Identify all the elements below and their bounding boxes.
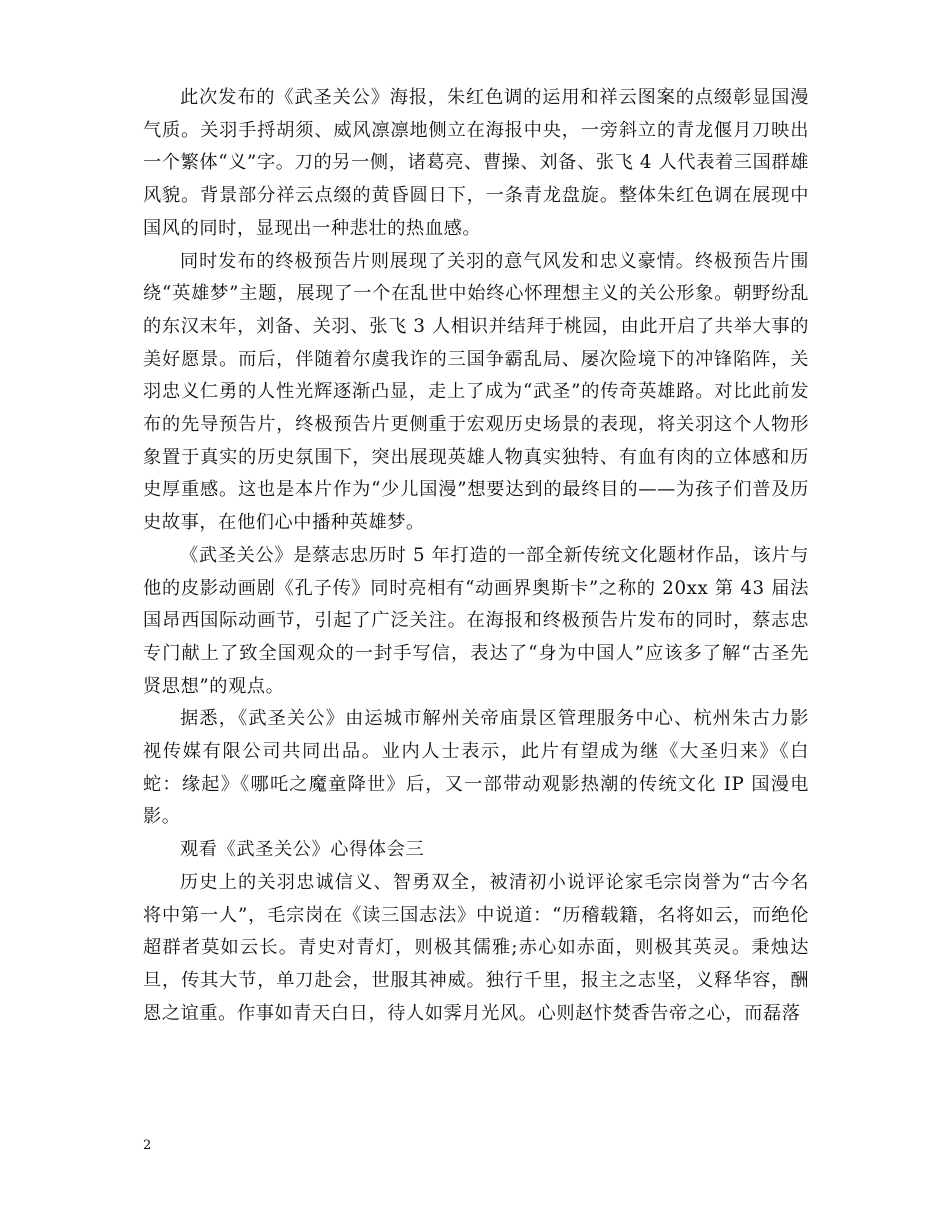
paragraph-producers: 据悉，《武圣关公》由运城市解州关帝庙景区管理服务中心、杭州朱古力影视传媒有限公司共同出品。业内人士表示，此片有望成为继《大圣归来》《白蛇：缘起》《哪吒之魔童降世》后，又一部带动观影热潮的传统文化 IP 国漫电影。 (143, 708, 809, 828)
section-heading: 观看《武圣关公》心得体会三 (180, 839, 425, 861)
page-number: 2 (143, 1138, 152, 1153)
paragraph-trailer: 同时发布的终极预告片则展现了关羽的意气风发和忠义豪情。终极预告片围绕“英雄梦”主题，展现了一个在乱世中始终心怀理想主义的关公形象。朝野纷乱的东汉末年，刘备、关羽、张飞 3 人相识并结拜于桃园，由此开启了共举大事的美好愿景。而后，伴随着尔虞我诈的三国争霸乱局、屡次险境下的冲锋陷阵，关羽忠义仁勇的人性光辉逐渐凸显，走上了成为“武圣”的传奇英雄路。对比此前发布的先导预告片，终极预告片更侧重于宏观历史场景的表现，将关羽这个人物形象置于真实的历史氛围下，突出展现英雄人物真实独特、有血有肉的立体感和历史厚重感。这也是本片作为“少儿国漫”想要达到的最终目的——为孩子们普及历史故事，在他们心中播种英雄梦。 (143, 250, 809, 534)
document-body (143, 82, 809, 1030)
paragraph-history: 历史上的关羽忠诚信义、智勇双全，被清初小说评论家毛宗岗誉为“古今名将中第一人”，毛宗岗在《读三国志法》中说道：“历稽载籍，名将如云，而绝伦超群者莫如云长。青史对青灯，则极其儒雅;赤心如赤面，则极其英灵。秉烛达旦，传其大节，单刀赴会，世服其神威。独行千里，报主之志坚，义释华容，酬恩之谊重。作事如青天白日，待人如霁月光风。心则赵忭焚香告帝之心，而磊落 (143, 871, 809, 1024)
paragraph-poster: 此次发布的《武圣关公》海报，朱红色调的运用和祥云图案的点缀彰显国漫气质。关羽手捋胡须、威风凛凛地侧立在海报中央，一旁斜立的青龙偃月刀映出一个繁体“义”字。刀的另一侧，诸葛亮、曹操、刘备、张飞 4 人代表着三国群雄风貌。背景部分祥云点缀的黄昏圆日下，一条青龙盘旋。整体朱红色调在展现中国风的同时，显现出一种悲壮的热血感。 (143, 87, 809, 239)
paragraph-production: 《武圣关公》是蔡志忠历时 5 年打造的一部全新传统文化题材作品，该片与他的皮影动画剧《孔子传》同时亮相有“动画界奥斯卡”之称的 20xx 第 43 届法国昂西国际动画节，引起了广泛关注。在海报和终极预告片发布的同时，蔡志忠专门献上了致全国观众的一封手写信，表达了“身为中国人”应该多了解“古圣先贤思想”的观点。 (143, 544, 809, 697)
